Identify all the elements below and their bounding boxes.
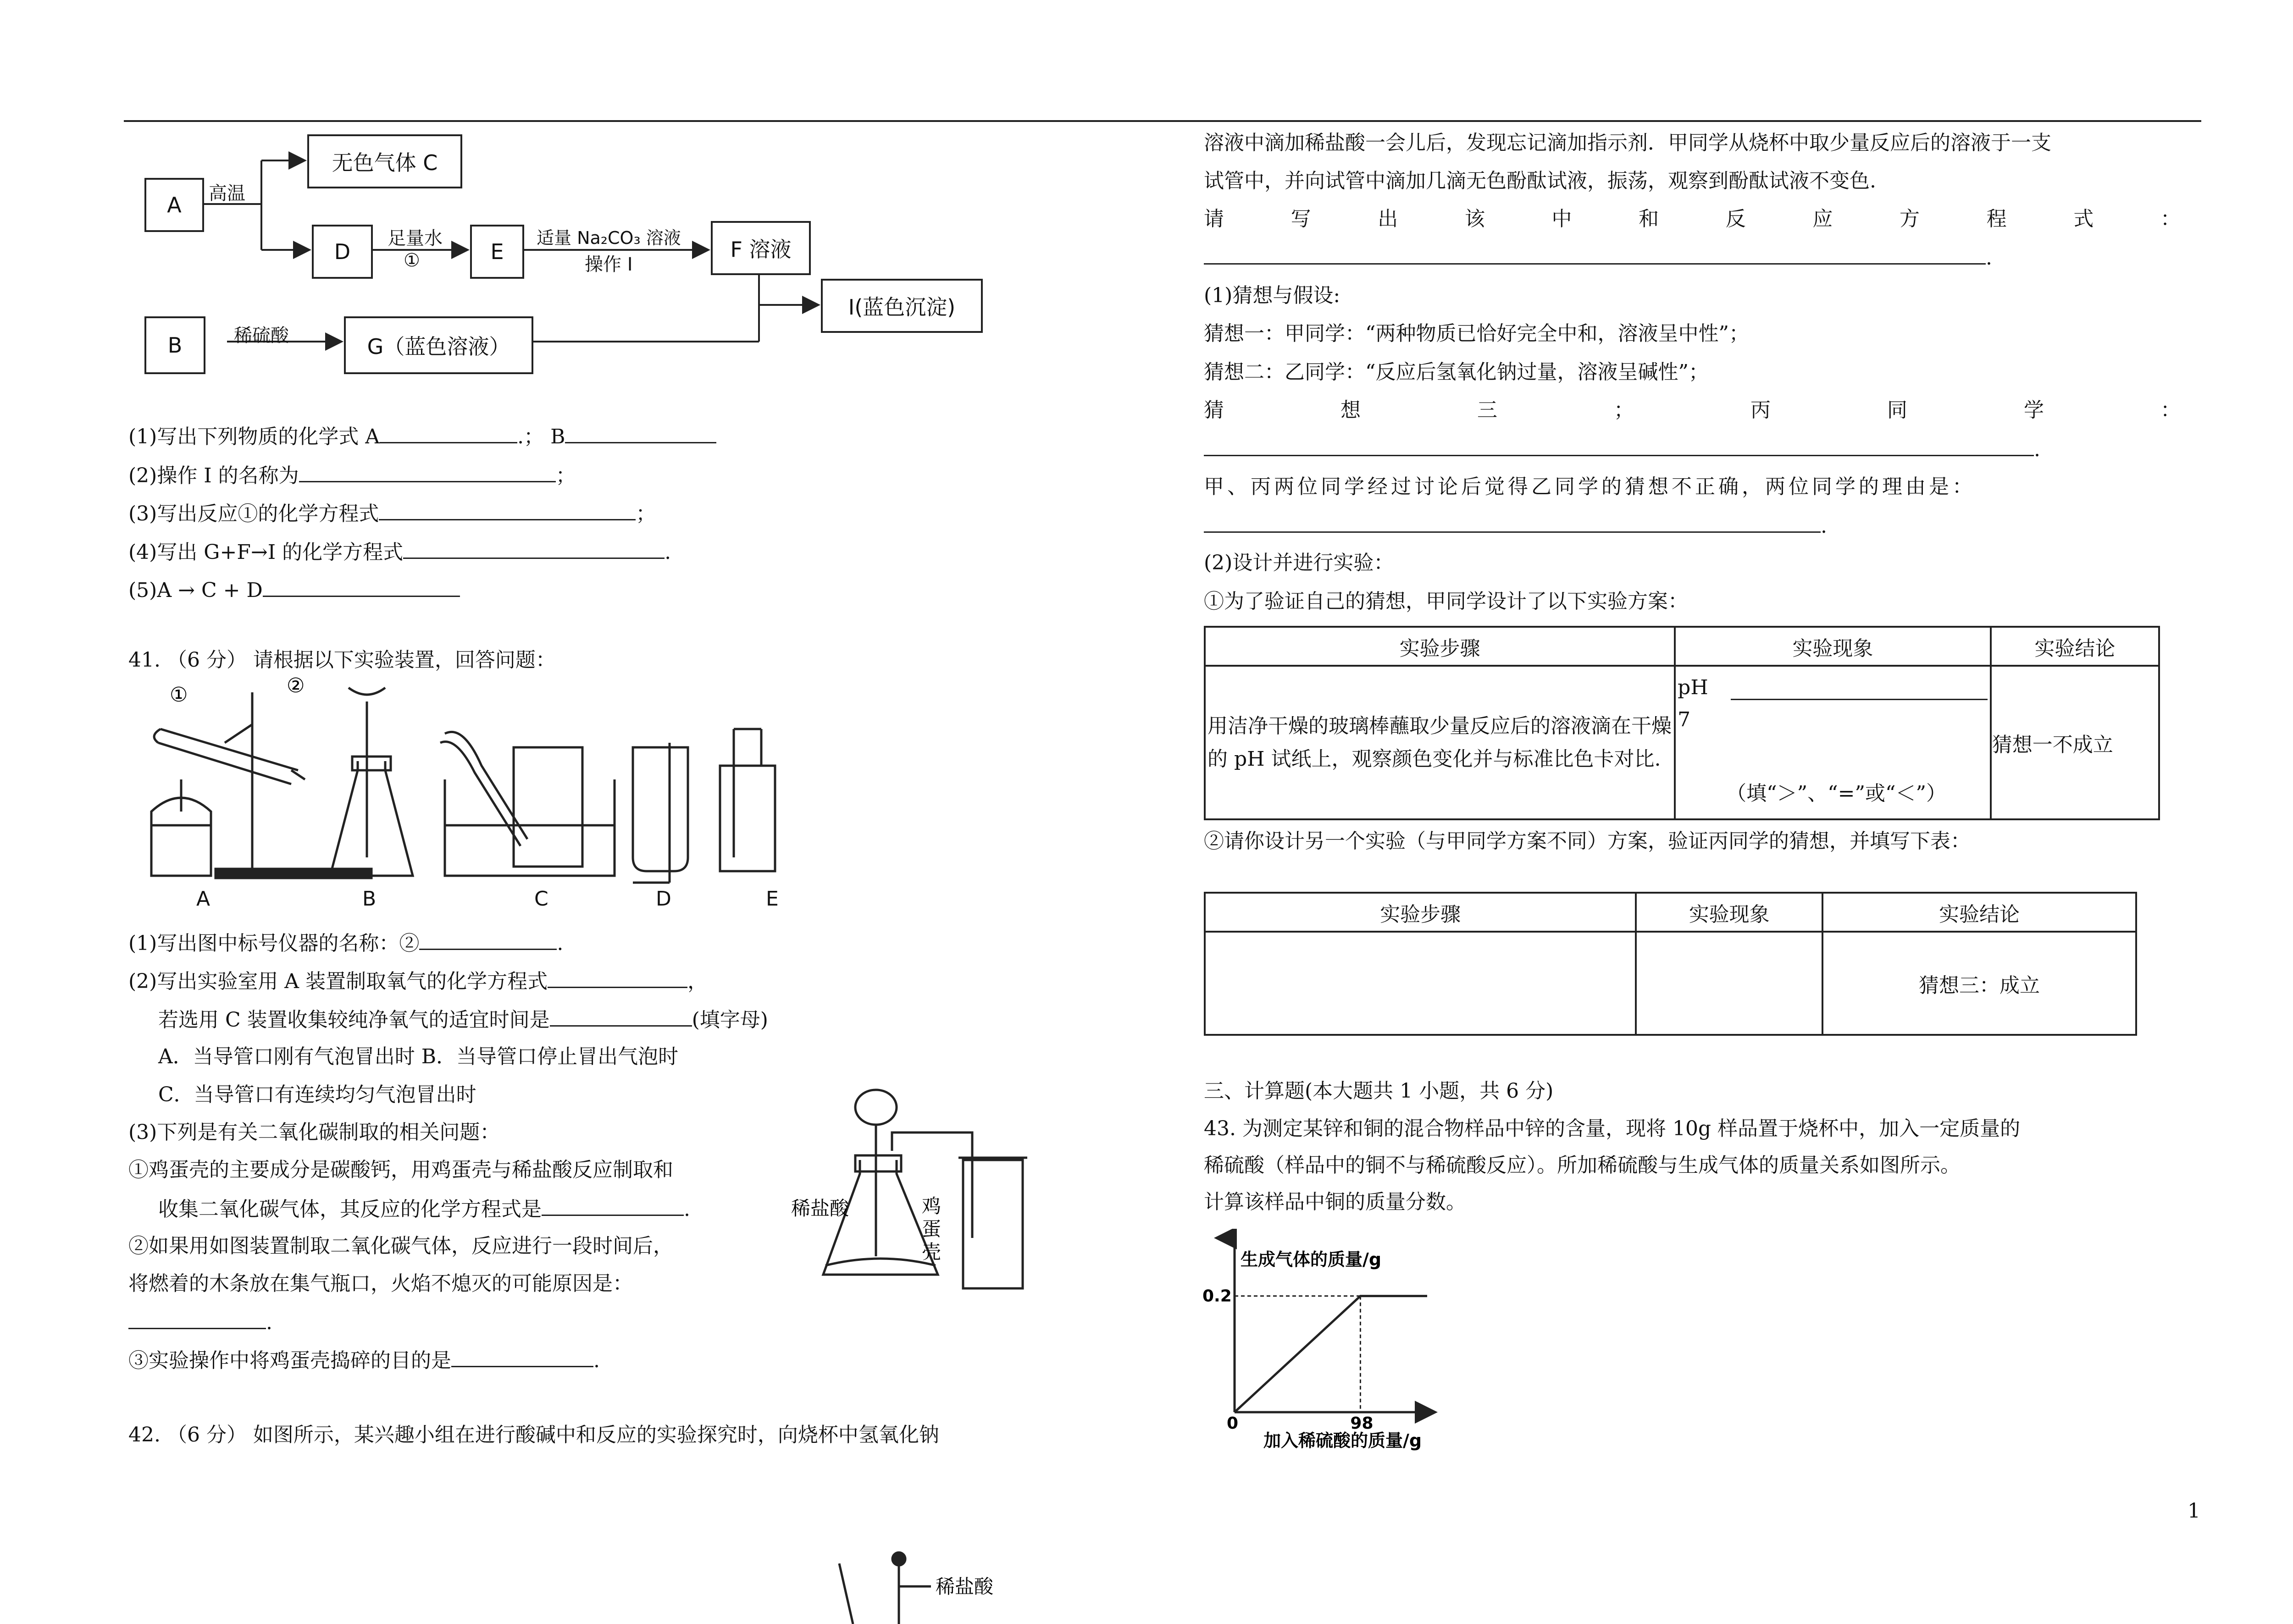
c3-w2: 出 (1378, 207, 1398, 231)
flow-label-op1: 操作 I (585, 254, 633, 275)
q41-title: 41. （6 分） 请根据以下实验装置，回答问题： (128, 648, 556, 672)
c3-w4: 中 (1551, 207, 1572, 231)
q43-l3: 计算该样品中铜的质量分数。 (1204, 1190, 1466, 1214)
q41-p2b-end: (填字母) (692, 1008, 768, 1032)
q41-p2-text: (2)写出实验室用 A 装置制取氧气的化学方程式 (128, 970, 548, 993)
q43-section: 三、计算题(本大题共 1 小题，共 6 分) (1204, 1079, 1554, 1103)
c3-w6: 反 (1725, 207, 1746, 231)
q40-q4-end: . (665, 541, 671, 564)
flow-box-f: F 溶液 (711, 221, 811, 275)
flow-label-na2co3: 适量 Na₂CO₃ 溶液 (537, 228, 681, 248)
q41-p2b-text: 若选用 C 装置收集较纯净氧气的适宜时间是 (158, 1008, 550, 1032)
q42-e0: (2)设计并进行实验： (1204, 551, 1394, 574)
q41-p3a2-text: 收集二氧化碳气体，其反应的化学方程式是 (158, 1198, 542, 1221)
blank-b[interactable] (565, 422, 716, 443)
q42-c3 (1204, 205, 2181, 233)
blank-a[interactable] (380, 422, 517, 443)
flow-label-circle1: ① (404, 250, 420, 271)
q40-q1b: .； B (517, 425, 565, 448)
blank-time[interactable] (550, 1005, 692, 1027)
chart-origin-label: 0 (1227, 1414, 1239, 1433)
table-plan-b (1204, 892, 2137, 1036)
h3-w0: 猜 (1204, 398, 1224, 422)
gas-mass-chart (1192, 1229, 1513, 1476)
q40-q4: (4)写出 G+F→I 的化学方程式 (128, 541, 404, 564)
c3-w10: 式 (2073, 207, 2094, 231)
q42-h3-end: . (2034, 438, 2040, 461)
q40-q2: (2)操作 I 的名称为 (128, 464, 299, 487)
q42-c4 (1204, 243, 1992, 272)
q40-line3 (128, 499, 656, 528)
t1-step: 用洁净干燥的玻璃棒蘸取少量反应后的溶液滴在干燥的 pH 试纸上，观察颜色变化并与标准比色卡对比. (1205, 666, 1675, 819)
c3-w1: 写 (1291, 207, 1311, 231)
flow-box-i: I(蓝色沉淀) (821, 279, 983, 333)
t1-header-phenomenon: 实验现象 (1675, 627, 1991, 666)
apparatus-label-a: A (196, 887, 210, 911)
t1-seven: 7 (1678, 708, 1691, 731)
q41-p3: (3)下列是有关二氧化碳制取的相关问题： (128, 1121, 500, 1144)
flow-label-h2so4: 稀硫酸 (234, 325, 289, 346)
q41-p3a1: ①鸡蛋壳的主要成分是碳酸钙，用鸡蛋壳与稀盐酸反应制取和 (128, 1158, 673, 1182)
h3-w4: 丙 (1750, 398, 1771, 422)
flow-box-e: E (470, 225, 524, 279)
blank-reason[interactable] (128, 1308, 266, 1329)
q41-p3a2 (158, 1194, 690, 1223)
q40-line1 (128, 422, 716, 451)
blank-acd[interactable] (263, 575, 460, 597)
q40-line5 (128, 575, 460, 604)
blank-o2-eq[interactable] (548, 967, 687, 988)
c3-w11: ： (2160, 207, 2181, 231)
chart-xlabel: 加入稀硫酸的质量/g (1263, 1431, 1422, 1451)
fig-egg-label-3: 壳 (922, 1241, 942, 1263)
flow-box-b: B (144, 316, 205, 374)
q40-q2-end: ； (555, 464, 576, 487)
fig-acid-label: 稀盐酸 (791, 1197, 849, 1220)
q41-p2 (128, 967, 708, 995)
q42-c2: 试管中，并向试管中滴加几滴无色酚酞试液，振荡，观察到酚酞试液不变色. (1204, 169, 1876, 193)
chart-ytick-label: 0.2 (1202, 1287, 1232, 1306)
q41-p3c-end: . (593, 1349, 600, 1372)
t2-header-step: 实验步骤 (1205, 893, 1636, 932)
chart-xtick-label: 98 (1350, 1414, 1374, 1433)
chart-ylabel: 生成气体的质量/g (1241, 1249, 1382, 1270)
dropper-figure (825, 1541, 1009, 1624)
h3-w5: 同 (1887, 398, 1907, 422)
q42-h1: 猜想一：甲同学：“两种物质已恰好完全中和，溶液呈中性”； (1204, 322, 1749, 345)
blank-gf[interactable] (403, 537, 665, 559)
t1-conclusion: 猜想一不成立 (1991, 666, 2159, 819)
marker-2: ② (287, 674, 305, 697)
blank-reason2[interactable] (1204, 511, 1821, 533)
q42-c1: 溶液中滴加稀盐酸一会儿后，发现忘记滴加指示剂．甲同学从烧杯中取少量反应后的溶液于一支 (1204, 131, 2051, 155)
apparatus-figure (133, 674, 830, 931)
page-number: 1 (2188, 1499, 2200, 1523)
t2-header-conclusion: 实验结论 (1822, 893, 2136, 932)
c3-w7: 应 (1812, 207, 1833, 231)
q41-p3b1: ②如果用如图装置制取二氧化碳气体，反应进行一段时间后， (128, 1234, 673, 1258)
q40-q3: (3)写出反应①的化学方程式 (128, 502, 379, 525)
blank-instrument[interactable] (419, 928, 557, 950)
q42-h2: 猜想二：乙同学：“反应后氢氧化钠过量，溶液呈碱性”； (1204, 360, 1709, 384)
apparatus-label-b: B (362, 887, 377, 911)
q41-p3c-text: ③实验操作中将鸡蛋壳捣碎的目的是 (128, 1349, 451, 1372)
q41-p2b (158, 1005, 768, 1034)
flow-box-d: D (312, 225, 373, 279)
q42-h3 (1204, 397, 2181, 424)
h3-w2: 三 (1477, 398, 1497, 422)
t2-step-cell[interactable] (1205, 932, 1636, 1035)
table-plan-a (1204, 626, 2160, 820)
t1-ph: pH (1678, 676, 1708, 699)
marker-1: ① (170, 683, 188, 707)
q42-h0: (1)猜想与假设: (1204, 284, 1340, 307)
h3-w6: 学 (2024, 398, 2044, 422)
fig-egg-label-1: 鸡 (922, 1195, 942, 1217)
q41-opt-c: C．当导管口有连续均匀气泡冒出时 (158, 1083, 476, 1106)
blank-eq1[interactable] (379, 499, 636, 520)
q40-q1: (1)写出下列物质的化学式 A (128, 425, 380, 448)
q42-e1: ①为了验证自己的猜想，甲同学设计了以下实验方案： (1204, 590, 1688, 613)
q41-p3b3-end: . (266, 1311, 272, 1334)
c3-w0: 请 (1204, 207, 1224, 231)
t2-phenomenon-cell[interactable] (1636, 932, 1822, 1035)
flow-box-a: A (144, 178, 204, 232)
apparatus-label-e: E (766, 887, 779, 911)
c3-w3: 该 (1464, 207, 1485, 231)
q42-h4-blank (1204, 511, 1827, 540)
h3-w1: 想 (1340, 398, 1361, 422)
blank-co2-eq[interactable] (542, 1194, 684, 1216)
q41-p3a2-end: . (684, 1198, 690, 1221)
h3-w3: ； (1614, 398, 1634, 422)
c3-w8: 方 (1900, 207, 1920, 231)
c3-w9: 程 (1986, 207, 2007, 231)
q41-p3c (128, 1346, 600, 1375)
t2-conclusion: 猜想三：成立 (1822, 932, 2136, 1035)
t1-header-conclusion: 实验结论 (1991, 627, 2159, 666)
q42-title: 42. （6 分） 如图所示，某兴趣小组在进行酸碱中和反应的实验探究时，向烧杯中氢氧化钠 (128, 1423, 939, 1447)
q42-h3-blank (1204, 435, 2040, 464)
q40-q3-end: ； (636, 502, 656, 525)
blank-neutral-eq[interactable] (1204, 243, 1986, 265)
flow-box-g: G（蓝色溶液） (344, 316, 533, 374)
dropper-label: 稀盐酸 (936, 1575, 994, 1598)
q41-p1-end: . (557, 932, 564, 955)
q40-line4 (128, 537, 671, 566)
blank-guess3[interactable] (1204, 435, 2034, 456)
q40-q5: (5)A → C + D (128, 579, 263, 602)
q41-p3b2: 将燃着的木条放在集气瓶口，火焰不熄灭的可能原因是： (128, 1272, 633, 1295)
blank-op1[interactable] (299, 461, 556, 482)
q41-p3b3 (128, 1308, 272, 1337)
blank-purpose[interactable] (451, 1346, 593, 1367)
flow-label-high-temp: 高温 (209, 183, 245, 204)
flow-box-c: 无色气体 C (307, 134, 462, 188)
q41-p2-end: ， (687, 970, 708, 993)
q42-e2: ②请你设计另一个实验（与甲同学方案不同）方案，验证丙同学的猜想，并填写下表： (1204, 829, 1971, 853)
q41-opt-ab: A．当导管口刚有气泡冒出时 B．当导管口停止冒出气泡时 (158, 1045, 679, 1068)
t1-phenomenon (1675, 666, 1991, 819)
t2-header-phenomenon: 实验现象 (1636, 893, 1822, 932)
q41-p1 (128, 928, 563, 957)
apparatus-label-c: C (534, 887, 548, 911)
q42-h4: 甲、丙两位同学经过讨论后觉得乙同学的猜想不正确，两位同学的理由是： (1204, 475, 1976, 498)
flow-label-water: 足量水 (388, 228, 443, 249)
q41-p1-text: (1)写出图中标号仪器的名称：② (128, 932, 420, 955)
q42-h4-end: . (1821, 514, 1827, 538)
h3-w7: ： (2160, 398, 2181, 422)
q43-l1: 43. 为测定某锌和铜的混合物样品中锌的含量，现将 10g 样品置于烧杯中，加入一定质量的 (1204, 1117, 2021, 1140)
co2-apparatus-figure (780, 1082, 1036, 1302)
t1-header-step: 实验步骤 (1205, 627, 1675, 666)
fig-egg-label-2: 蛋 (922, 1218, 942, 1240)
q43-l2: 稀硫酸（样品中的铜不与稀硫酸反应）。所加稀硫酸与生成气体的质量关系如图所示。 (1204, 1154, 1961, 1177)
c3-w5: 和 (1639, 207, 1659, 231)
q42-c4-end: . (1986, 246, 1992, 270)
t1-fill: （填“＞”、“=”或“＜”） (1726, 782, 1947, 805)
apparatus-label-d: D (656, 887, 671, 911)
blank-ph[interactable] (1731, 699, 1988, 700)
chart-series-line (1235, 1296, 1427, 1412)
q40-line2 (128, 461, 576, 490)
